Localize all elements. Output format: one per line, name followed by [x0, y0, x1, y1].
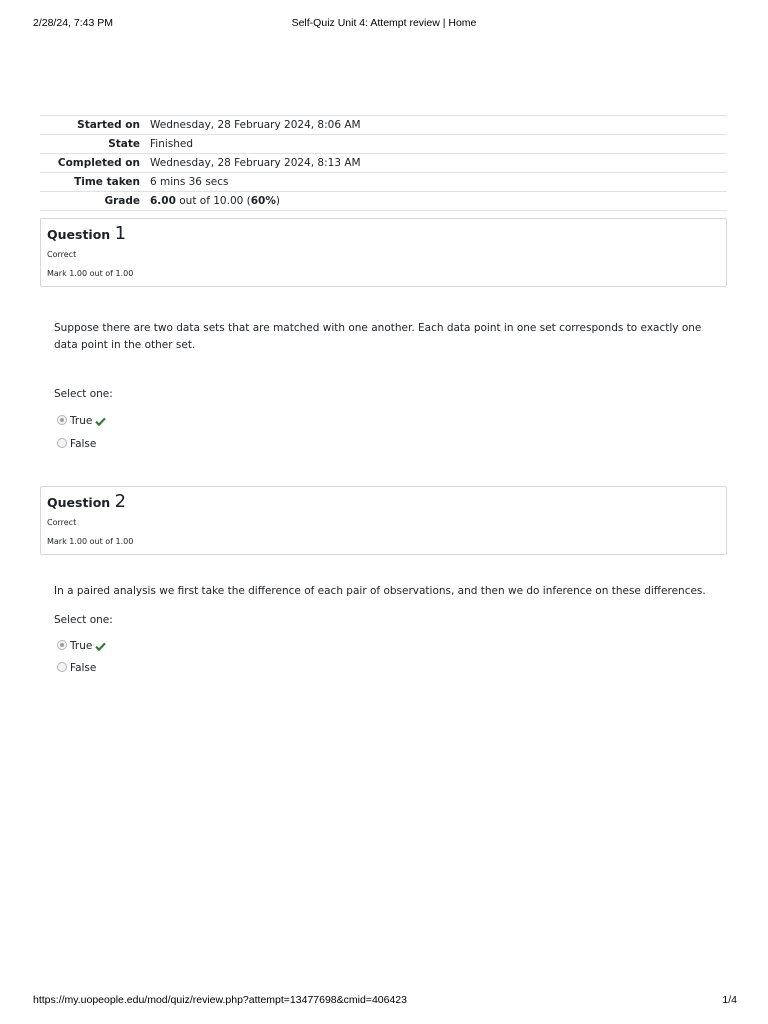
radio-icon[interactable]: [57, 662, 67, 672]
summary-row-state: [40, 135, 727, 154]
answer-label: True: [70, 640, 93, 652]
answer-label: False: [70, 662, 97, 674]
check-icon: [95, 642, 106, 651]
print-header: [33, 17, 735, 31]
summary-label: Time taken: [40, 173, 150, 192]
grade-score: 6.00: [150, 195, 176, 207]
question-state: Correct: [47, 518, 77, 527]
print-url: https://my.uopeople.edu/mod/quiz/review.php?attempt=13477698&cmid=406423: [33, 994, 407, 1006]
grade-percent: 60%: [250, 195, 276, 207]
summary-label: Grade: [40, 192, 150, 211]
summary-row-completed: [40, 154, 727, 173]
print-page-number: 1/4: [722, 994, 737, 1006]
radio-icon[interactable]: [57, 415, 67, 425]
question-title: [47, 491, 126, 512]
check-icon: [95, 417, 106, 426]
summary-row-started: [40, 116, 727, 135]
answer-option-false[interactable]: [57, 437, 96, 451]
radio-icon[interactable]: [57, 640, 67, 650]
question-number: 2: [114, 491, 127, 512]
question-mark: Mark 1.00 out of 1.00: [47, 269, 134, 278]
grade-out-of: out of 10.00 (: [175, 195, 251, 207]
summary-row-time-taken: [40, 173, 727, 192]
select-one-prompt: Select one:: [54, 614, 113, 626]
question-number: 1: [114, 223, 127, 244]
summary-row-grade: [40, 192, 727, 211]
summary-label: Started on: [40, 116, 150, 135]
answer-option-true[interactable]: [57, 639, 106, 653]
question-title: [47, 223, 126, 244]
question-info-2: [40, 486, 727, 555]
summary-label: Completed on: [40, 154, 150, 173]
summary-value: Finished: [150, 135, 727, 154]
answer-label: False: [70, 438, 97, 450]
summary-value: 6 mins 36 secs: [150, 173, 727, 192]
question-text-1: Suppose there are two data sets that are matched with one another. Each data point in one set corresponds to exactly one data point in the other set.: [54, 322, 702, 351]
print-page-title: Self-Quiz Unit 4: Attempt review | Home: [291, 17, 477, 29]
question-label: Question: [47, 227, 111, 242]
print-footer: [33, 994, 737, 1008]
summary-label: State: [40, 135, 150, 154]
select-one-prompt: Select one:: [54, 388, 113, 400]
grade-close: ): [275, 195, 280, 207]
summary-value: Wednesday, 28 February 2024, 8:13 AM: [150, 154, 727, 173]
radio-icon[interactable]: [57, 438, 67, 448]
question-state: Correct: [47, 250, 77, 259]
question-info-1: [40, 218, 727, 287]
attempt-summary-table: [40, 115, 727, 211]
grade-value: [150, 192, 727, 211]
answer-label: True: [70, 415, 93, 427]
summary-value: Wednesday, 28 February 2024, 8:06 AM: [150, 116, 727, 135]
answer-option-true[interactable]: [57, 414, 106, 428]
question-text-2: In a paired analysis we first take the difference of each pair of observations, and then we do inference on these differences.: [54, 585, 706, 597]
question-mark: Mark 1.00 out of 1.00: [47, 537, 134, 546]
print-datetime: 2/28/24, 7:43 PM: [33, 17, 113, 29]
answer-option-false[interactable]: [57, 661, 96, 675]
question-label: Question: [47, 495, 111, 510]
